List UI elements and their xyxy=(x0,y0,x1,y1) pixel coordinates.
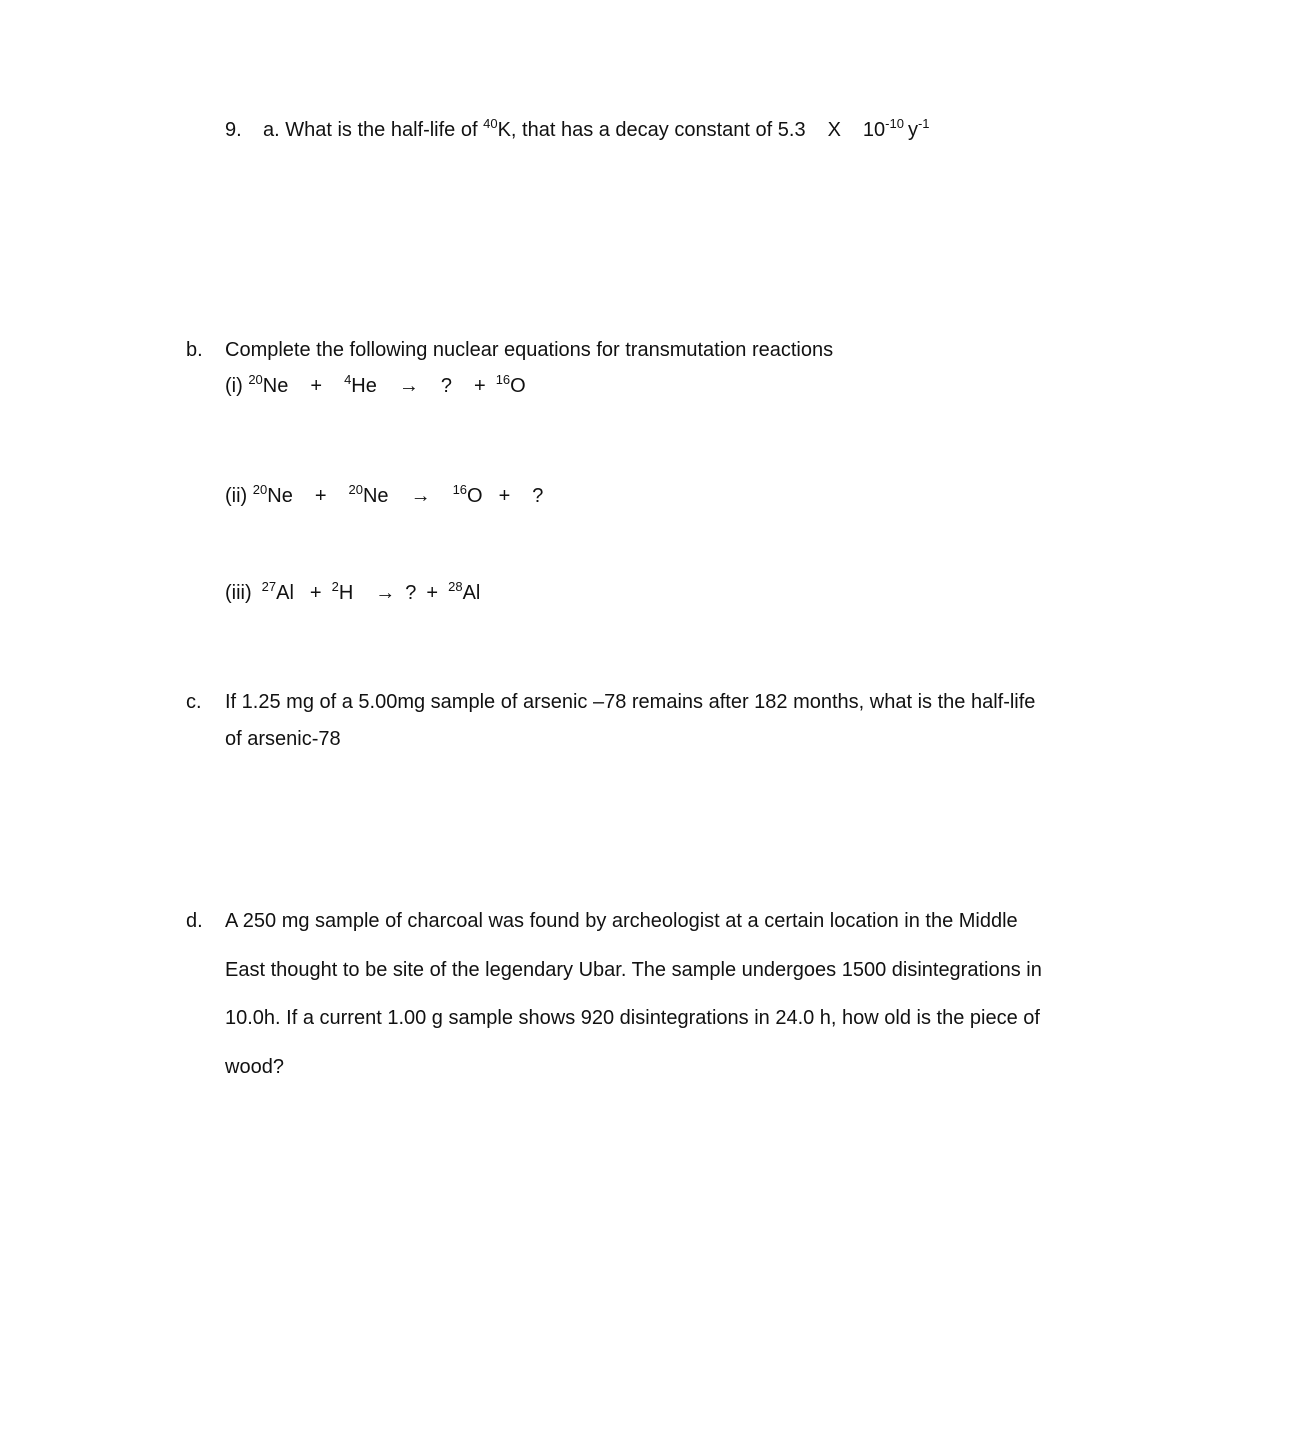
mass-number: 20 xyxy=(248,372,263,387)
element-symbol: Al xyxy=(462,582,481,604)
part-c-line-2: of arsenic-78 xyxy=(225,728,341,750)
question-a-middle: , that has a decay constant of 5.3 xyxy=(510,119,806,141)
mass-number: 27 xyxy=(261,579,277,594)
plus-sign: + xyxy=(426,582,439,604)
question-a-text xyxy=(263,116,930,142)
element-symbol: Ne xyxy=(262,375,289,397)
arrow-icon: → xyxy=(398,375,419,397)
mass-number: 20 xyxy=(348,482,363,497)
equation-iii xyxy=(225,579,481,605)
element-symbol: Ne xyxy=(362,485,389,507)
power-base: 10 xyxy=(862,119,886,141)
element-symbol: Ne xyxy=(267,485,293,507)
arrow-icon: → xyxy=(410,485,431,507)
part-b-label: b. xyxy=(186,339,203,361)
mass-number: 28 xyxy=(448,579,463,594)
plus-sign: + xyxy=(310,375,323,397)
unknown-product: ? xyxy=(405,582,417,604)
equation-ii-label: (ii) xyxy=(225,485,248,507)
part-d-line-1: A 250 mg sample of charcoal was found by archeologist at a certain location in the Middle xyxy=(225,910,1018,932)
unknown-product: ? xyxy=(440,375,452,397)
mass-number: 16 xyxy=(495,372,511,387)
part-d-line-4: wood? xyxy=(225,1056,284,1078)
plus-sign: + xyxy=(474,375,486,397)
part-d-line-3: 10.0h. If a current 1.00 g sample shows 920 disintegrations in 24.0 h, how old is the piece of xyxy=(225,1007,1040,1029)
question-a-prefix: a. What is the half-life of xyxy=(263,119,484,141)
equation-i-label: (i) xyxy=(225,375,243,397)
isotope-mass-number: 40 xyxy=(483,116,498,131)
unit-exponent: -1 xyxy=(917,116,930,131)
power-exponent: -10 xyxy=(885,116,904,131)
part-c-line-1: If 1.25 mg of a 5.00mg sample of arsenic –78 remains after 182 months, what is the half-life xyxy=(225,691,1036,713)
times-sign: X xyxy=(827,119,841,141)
mass-number: 2 xyxy=(331,579,339,594)
unit: y xyxy=(907,119,918,141)
plus-sign: + xyxy=(309,582,322,604)
element-symbol: O xyxy=(467,485,483,507)
arrow-icon: → xyxy=(375,582,396,604)
part-b-text: Complete the following nuclear equations for transmutation reactions xyxy=(225,339,834,361)
element-symbol: O xyxy=(510,375,526,397)
unknown-product: ? xyxy=(532,485,544,507)
mass-number: 20 xyxy=(252,482,268,497)
isotope-symbol: K xyxy=(497,119,511,141)
mass-number: 4 xyxy=(344,372,352,387)
plus-sign: + xyxy=(314,485,327,507)
equation-ii xyxy=(225,482,544,508)
element-symbol: H xyxy=(338,582,354,604)
part-c-label: c. xyxy=(186,691,202,713)
part-d-label: d. xyxy=(186,910,203,932)
part-d-line-2: East thought to be site of the legendary Ubar. The sample undergoes 1500 disintegrations in xyxy=(225,959,1042,981)
element-symbol: Al xyxy=(276,582,294,604)
equation-i xyxy=(225,372,526,398)
element-symbol: He xyxy=(351,375,377,397)
equation-iii-label: (iii) xyxy=(225,582,252,604)
mass-number: 16 xyxy=(452,482,468,497)
plus-sign: + xyxy=(498,485,511,507)
question-number: 9. xyxy=(225,119,242,141)
